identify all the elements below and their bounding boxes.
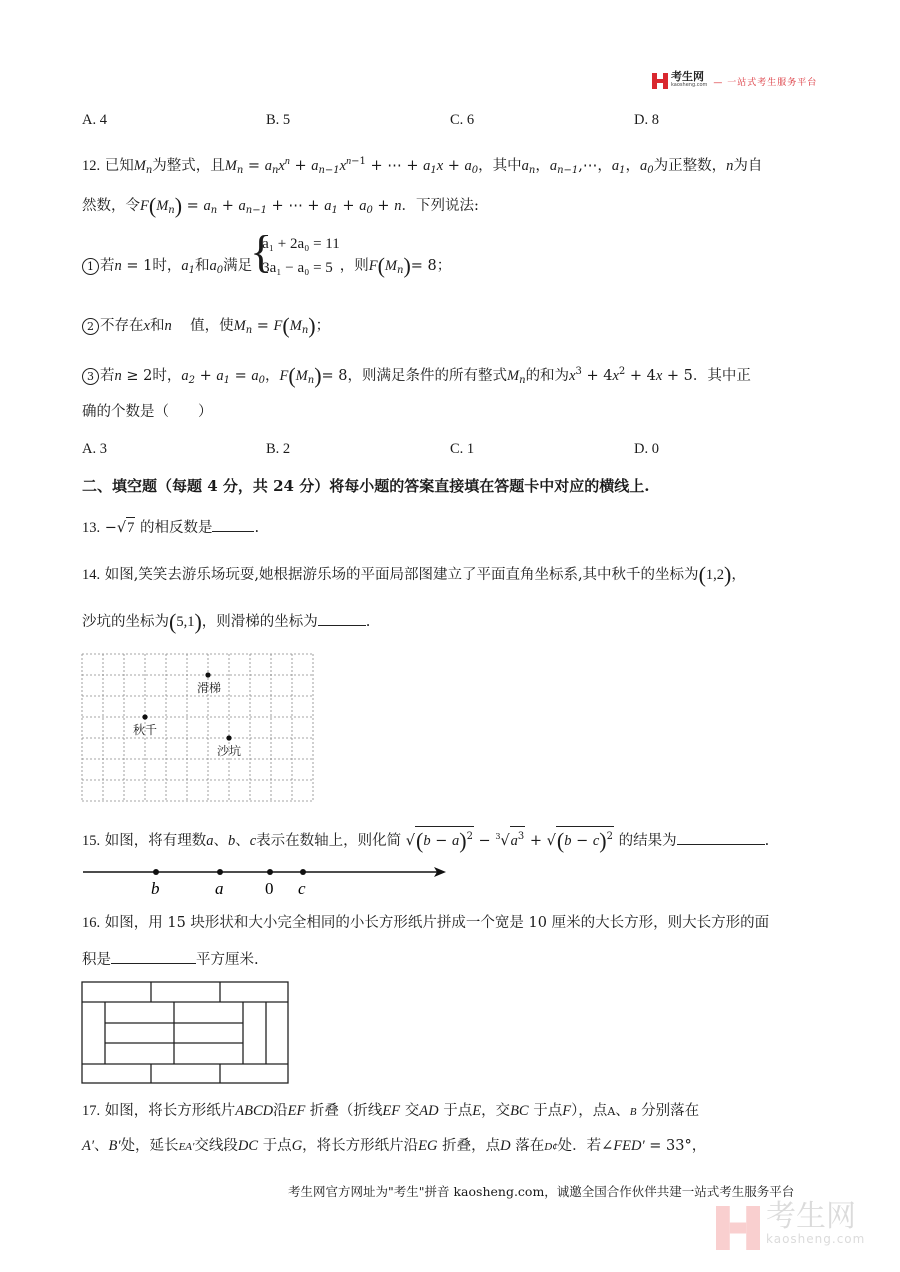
q12-text: 若 — [100, 258, 115, 274]
q11-option-c: C. 6 — [450, 112, 475, 128]
equation-1: a₁ + 2a₀ = 11 — [262, 236, 340, 252]
slide-label: 滑梯 — [197, 681, 222, 695]
q12-statement-1: 1 若n = 1时，$a_1$和$a_0$满足 { a₁ + 2a₀ = 11 3a₁ − a₀ = 5 ，则$F(M_n)= 8$； — [82, 252, 451, 281]
q12-text: 已知 — [104, 158, 134, 174]
q15-text: 表示在数轴上，则化简 — [256, 833, 402, 849]
outer-rectangle — [82, 982, 288, 1083]
swing-label: 秋千 — [133, 723, 158, 737]
q12-text: ，则 — [339, 258, 369, 274]
q17-text: 交线段 — [194, 1138, 238, 1154]
q14-line2: 沙坑的坐标为(5,1)，则滑梯的坐标为 . — [82, 609, 371, 634]
number-line-label: 0 — [265, 879, 274, 898]
q12-text: 时， — [152, 258, 182, 274]
q12-text: 的和为 — [525, 368, 570, 384]
q12-option-b: B. 2 — [266, 441, 291, 457]
q17-text: = 33°， — [649, 1138, 707, 1154]
number-line-label: c — [298, 879, 306, 898]
q16-text: 积是 — [82, 952, 111, 968]
q12-text: 和 — [149, 318, 165, 334]
q12-text: ， — [264, 368, 280, 384]
q17-text: 处，延长 — [120, 1138, 179, 1154]
q13-text: 的相反数是 — [139, 520, 213, 536]
number-line-point-zero — [267, 869, 273, 875]
circled-number-2: 2 — [82, 318, 99, 335]
q17-text: 于点 — [443, 1103, 473, 1119]
header-logo — [652, 72, 817, 90]
q15-line1: 15. 如图，将有理数a、b、c表示在数轴上，则化简 $√(b - a)^2 - ^3√a^3 + √(b - c)^2$ 的结果为 . — [82, 828, 770, 853]
answer-blank[interactable] — [318, 610, 366, 626]
q15-end: . — [764, 833, 770, 849]
q12-text: 若 — [100, 368, 115, 384]
q17-text: 处．若 — [557, 1138, 602, 1154]
q15-text: 的结果为 — [618, 833, 677, 849]
q14-grid-figure — [80, 652, 320, 802]
q14-number: 14. — [82, 567, 101, 583]
logo-name: 考生网 — [671, 70, 704, 83]
q12-text: ，其中 — [478, 158, 522, 174]
q15-number: 15. — [82, 833, 101, 849]
q14-line1: 14. 如图,笑笑去游乐场玩耍,她根据游乐场的平面局部图建立了平面直角坐标系,其中秋千的坐标为(1,2)， — [82, 562, 746, 587]
number-line-label: a — [215, 879, 224, 898]
q12-text: 然数，令 — [82, 198, 140, 214]
q17-text: 沿 — [273, 1103, 288, 1119]
q11-option-a: A. 4 — [82, 112, 107, 128]
q17-text: 交 — [404, 1103, 420, 1119]
watermark-domain: kaosheng.com — [766, 1232, 866, 1246]
q14-text: 如图,笑笑去游乐场玩耍,她根据游乐场的平面局部图建立了平面直角坐标系,其中秋千的坐标为 — [104, 567, 699, 583]
q12-text: 时， — [152, 368, 182, 384]
q14-text: ，则滑梯的坐标为 — [201, 614, 318, 630]
q17-line2: A′、B′处，延长EA′交线段DC 于点G，将长方形纸片沿EG 折叠，点D 落在D¢处．若∠FED′ = 33°， — [82, 1138, 707, 1154]
q12-statement-2: 2 不存在x和n 值，使$M_n = F(M_n)$； — [82, 316, 330, 341]
number-line-point-b — [153, 869, 159, 875]
q14-text: 沙坑的坐标为 — [82, 614, 169, 630]
q17-text: 分别落在 — [641, 1103, 700, 1119]
logo-wordmark — [671, 72, 707, 90]
page-footer: 考生网官方网址为"考生"拼音 kaosheng.com，诚邀全国合作伙伴共建一站式考生服务平台 — [288, 1184, 795, 1199]
q17-text: ，将长方形纸片沿 — [302, 1138, 419, 1154]
number-line-figure — [80, 858, 450, 900]
q12-text: 和 — [194, 258, 210, 274]
q12-text: 为自 — [733, 158, 763, 174]
q17-text: 折叠，点 — [442, 1138, 501, 1154]
watermark-name: 考生网 — [766, 1199, 856, 1234]
brace: { — [250, 226, 273, 277]
slide-point — [205, 672, 210, 677]
equation-system — [250, 226, 340, 280]
logo-mark-icon — [652, 73, 668, 89]
q17-text: ，交 — [481, 1103, 511, 1119]
q17-text: 落在 — [515, 1138, 545, 1154]
q17-text: ），点 — [571, 1103, 608, 1119]
watermark-logo — [716, 1199, 866, 1250]
sandpit-coordinate: 5,1 — [176, 614, 195, 630]
number-line-point-a — [217, 869, 223, 875]
q12-text: 不存在 — [100, 318, 144, 334]
q12-text: 满足 — [223, 258, 253, 274]
q16-number: 16. — [82, 915, 101, 931]
circled-number-1: 1 — [82, 258, 99, 275]
watermark-mark-icon — [716, 1206, 760, 1250]
logo-domain: kaosheng.com — [671, 82, 708, 88]
slogan-text: 一站式考生服务平台 — [727, 77, 818, 88]
sandpit-label: 沙坑 — [217, 744, 242, 758]
q12-number: 12. — [82, 158, 101, 174]
q11-option-d: D. 8 — [634, 112, 659, 128]
swing-point — [142, 714, 147, 719]
sandpit-point — [226, 735, 231, 740]
section-2-title: 二、填空题（每题 4 分，共 24 分）将每小题的答案直接填在答题卡中对应的横线上. — [82, 477, 650, 495]
q13-end: . — [254, 520, 260, 536]
answer-blank[interactable] — [111, 948, 196, 964]
answer-blank[interactable] — [212, 516, 254, 532]
q17-number: 17. — [82, 1103, 101, 1119]
q17-text: 如图，将长方形纸片 — [104, 1103, 236, 1119]
q12-text: ； — [315, 318, 331, 334]
q16-line2 — [82, 948, 259, 970]
header-slogan: — 一站式考生服务平台 — [713, 77, 818, 88]
number-line-point-c — [300, 869, 306, 875]
q17-text: 、 — [94, 1138, 109, 1154]
q17-line1: 17. 如图，将长方形纸片ABCD沿EF 折叠（折线EF 交AD 于点E，交BC 于点F），点A、B 分别落在 — [82, 1103, 700, 1119]
q12-option-d: D. 0 — [634, 441, 659, 457]
q11-option-b: B. 5 — [266, 112, 291, 128]
q17-text: 于点 — [262, 1138, 292, 1154]
q12-text: 为正整数， — [653, 158, 727, 174]
circled-number-3: 3 — [82, 368, 99, 385]
equation-2: 3a₁ − a₀ = 5 — [262, 260, 333, 276]
q12-text: ．其中正 — [692, 368, 751, 384]
q12-line-end: 确的个数是（ ） — [82, 404, 213, 420]
q16-text: 如图，用 15 块形状和大小完全相同的小长方形纸片拼成一个宽是 10 厘米的大长方形，则大长方形的面 — [104, 915, 770, 931]
rectangle-tiling-figure — [80, 980, 292, 1086]
q12-text: = 8； — [410, 258, 452, 274]
question-13: 13. −√7 的相反数是 . — [82, 516, 259, 538]
q16-text: 平方厘米. — [196, 952, 259, 968]
q17-text: 折叠（折线 — [309, 1103, 383, 1119]
q12-line2: 然数，令$F(M_n) = a_n + a_{n-1}$ + ⋯ + $a_1 + a_0 + n$．下列说法: — [82, 193, 479, 218]
q15-text: 如图，将有理数 — [104, 833, 207, 849]
q13-number: 13. — [82, 520, 101, 536]
watermark-text — [766, 1199, 866, 1250]
q12-text: = 8，则满足条件的所有整式 — [321, 368, 508, 384]
number-line-label: b — [151, 879, 160, 898]
q16-line1 — [82, 913, 769, 933]
q12-option-a: A. 3 — [82, 441, 107, 457]
q14-end: . — [365, 614, 371, 630]
q12-statement-3: 3 若n ≥ 2时，$a_2 + a_1 = a_0$，$F(M_n)= 8$，则满足条件的所有整式$M_n$的和为$x^3 + 4x^2 + 4x + 5$．其中正 — [82, 362, 751, 391]
q17-text: 于点 — [533, 1103, 563, 1119]
q12-text: 值，使 — [190, 318, 234, 334]
q12-text: ．下列说法: — [401, 198, 479, 214]
q12-option-c: C. 1 — [450, 441, 475, 457]
swing-coordinate: 1,2 — [705, 567, 725, 583]
q17-text: 、 — [615, 1103, 630, 1119]
q12-text: 为整式，且 — [152, 158, 225, 174]
q12-line1: 12. 已知$M_n$为整式，且$M_n = a_nx^n + a_{n-1}x^{n-1}$ + ⋯ + $a_1x + a_0$，其中$a_n$，$a_{n-1},\cdots$，$a_1$，$a_0$为正整数，n为自 — [82, 156, 763, 176]
answer-blank[interactable] — [677, 829, 765, 845]
